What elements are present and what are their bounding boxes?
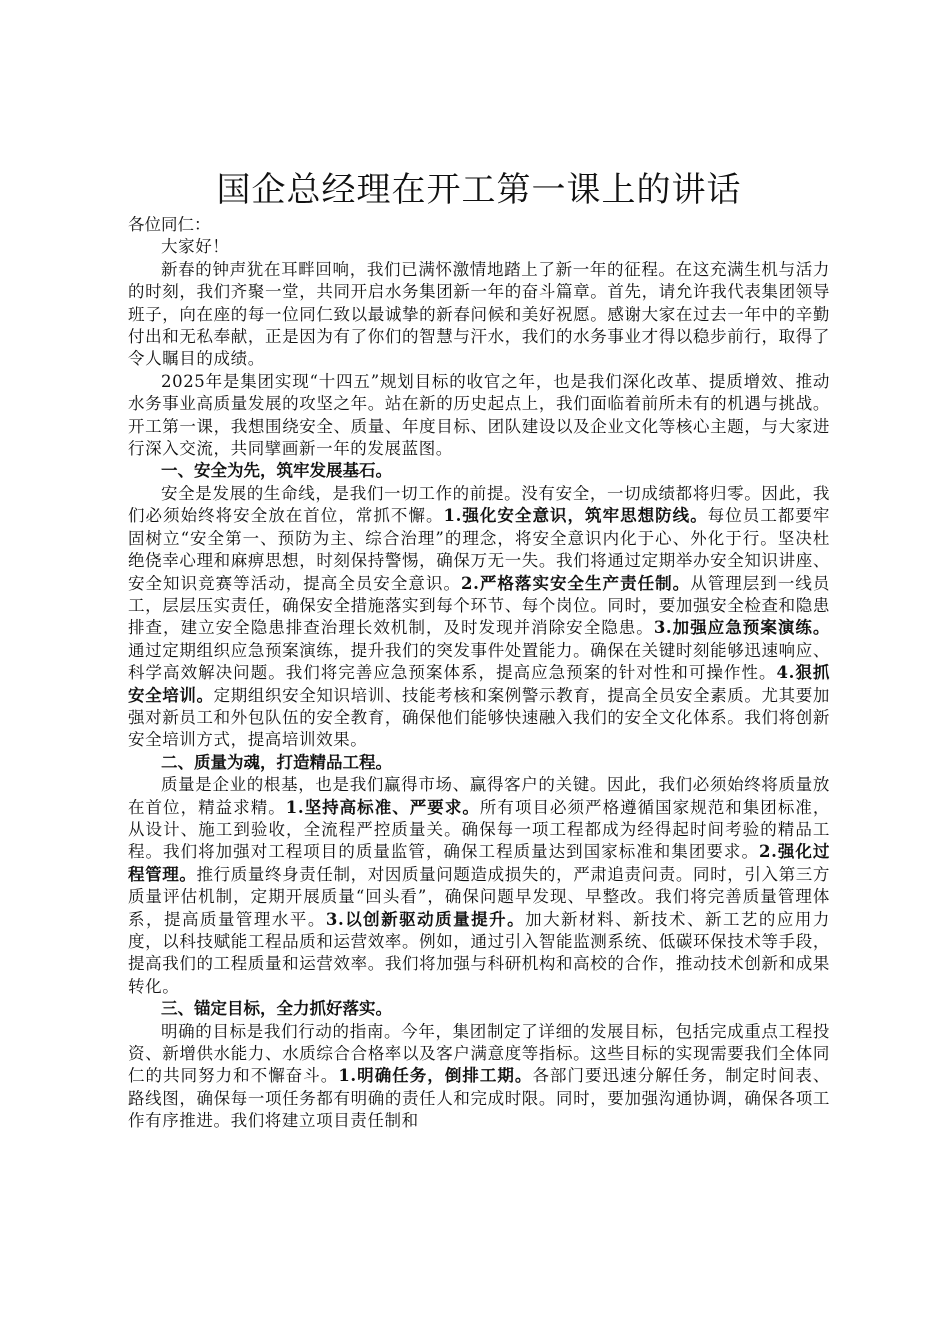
section-1-text-2: 每位员工都要牢固树立“安全第一、预防为主、综合治理”的理念，将安全意识内化于心、外化于行。坚决杜绝侥幸心理和麻痹思想，时刻保持警惕，确保万无一失。我们将通过定期举办安全知识讲座、安全知识竞赛等活动，提高全员安全意识。 <box>128 506 830 593</box>
intro-paragraph-2: 2025年是集团实现“十四五”规划目标的收官之年，也是我们深化改革、提质增效、推动水务事业高质量发展的攻坚之年。站在新的历史起点上，我们面临着前所未有的机遇与挑战。开工第一课，我想围绕安全、质量、年度目标、团队建设以及企业文化等核心主题，与大家进行深入交流，共同擘画新一年的发展蓝图。 <box>128 371 830 459</box>
section-3-text-2: 各部门要迅速分解任务，制定时间表、路线图，确保每一项任务都有明确的责任人和完成时限。同时，要加强沟通协调，确保各项工作有序推进。我们将建立项目责任制和 <box>128 1066 830 1131</box>
section-2-point-3: 3.以创新驱动质量提升。 <box>325 909 526 929</box>
section-1-text-5: 定期组织安全知识培训、技能考核和案例警示教育，提高全员安全素质。尤其要加强对新员工和外包队伍的安全教育，确保他们能够快速融入我们的安全文化体系。我们将创新安全培训方式，提高培训效果。 <box>128 685 831 750</box>
document-title: 国企总经理在开工第一课上的讲话 <box>216 170 742 210</box>
section-1-point-2: 2.严格落实安全生产责任制。 <box>461 573 691 593</box>
section-1-text-4: 通过定期组织应急预案演练，提升我们的突发事件处置能力。确保在关键时刻能够迅速响应、科学高效解决问题。我们将完善应急预案体系，提高应急预案的针对性和可操作性。 <box>128 640 830 683</box>
section-2-heading: 二、质量为魂，打造精品工程。 <box>161 752 392 772</box>
section-3-heading: 三、锚定目标，全力抓好落实。 <box>161 999 392 1019</box>
section-2-point-2: 2.强化过程管理。 <box>128 842 830 884</box>
section-2-text-4: 加大新材料、新技术、新工艺的应用力度，以科技赋能工程品质和运营效率。例如，通过引入智能监测系统、低碳环保技术等手段，提高我们的工程质量和运营效率。我们将加强与科研机构和高校的合作，推动技术创新和成果转化。 <box>128 909 830 996</box>
salutation: 各位同仁： <box>128 215 211 234</box>
section-1-body <box>128 483 830 752</box>
section-1-heading: 一、安全为先，筑牢发展基石。 <box>161 461 392 481</box>
document-page <box>128 168 830 1133</box>
intro-paragraph-1: 新春的钟声犹在耳畔回响，我们已满怀激情地踏上了新一年的征程。在这充满生机与活力的时刻，我们齐聚一堂，共同开启水务集团新一年的奋斗篇章。首先，请允许我代表集团领导班子，向在座的每一位同仁致以最诚挚的新春问候和美好祝愿。感谢大家在过去一年中的辛勤付出和无私奉献，正是因为有了你们的智慧与汗水，我们的水务事业才得以稳步前行，取得了令人瞩目的成绩。 <box>128 259 830 369</box>
section-2-body <box>128 774 830 998</box>
section-1-point-4: 4.狠抓安全培训。 <box>128 663 830 705</box>
section-1-point-3: 3.加强应急预案演练。 <box>653 618 831 638</box>
section-1-point-1: 1.强化安全意识，筑牢思想防线。 <box>443 506 708 526</box>
section-2-text-3: 推行质量终身责任制，对因质量问题造成损失的，严肃追责问责。同时，引入第三方质量评估机制，定期开展质量“回头看”，确保问题早发现、早整改。我们将完善质量管理体系，提高质量管理水平。 <box>128 864 831 929</box>
section-2-text-1: 质量是企业的根基，也是我们赢得市场、赢得客户的关键。因此，我们必须始终将质量放在首位，精益求精。 <box>128 775 830 817</box>
section-3-body <box>128 1021 830 1133</box>
section-1-text-1: 安全是发展的生命线，是我们一切工作的前提。没有安全，一切成绩都将归零。因此，我们必须始终将安全放在首位，常抓不懈。 <box>128 483 830 526</box>
section-1-text-3: 从管理层到一线员工，层层压实责任，确保安全措施落实到每个环节、每个岗位。同时，要加强安全检查和隐患排查，建立安全隐患排查治理长效机制，及时发现并消除安全隐患。 <box>128 573 830 638</box>
section-2-point-1: 1.坚持高标准、严要求。 <box>285 797 480 817</box>
section-3-text-1: 明确的目标是我们行动的指南。今年，集团制定了详细的发展目标，包括完成重点工程投资、新增供水能力、水质综合合格率以及客户满意度等指标。这些目标的实现需要我们全体同仁的共同努力和不懈奋斗。 <box>128 1021 830 1086</box>
greeting: 大家好！ <box>161 237 230 257</box>
section-3-point-1: 1.明确任务，倒排工期。 <box>338 1066 533 1086</box>
section-2-text-2: 所有项目必须严格遵循国家规范和集团标准，从设计、施工到验收，全流程严控质量关。确保每一项工程都成为经得起时间考验的精品工程。我们将加强对工程项目的质量监管，确保工程质量达到国家标准和集团要求。 <box>128 797 830 862</box>
